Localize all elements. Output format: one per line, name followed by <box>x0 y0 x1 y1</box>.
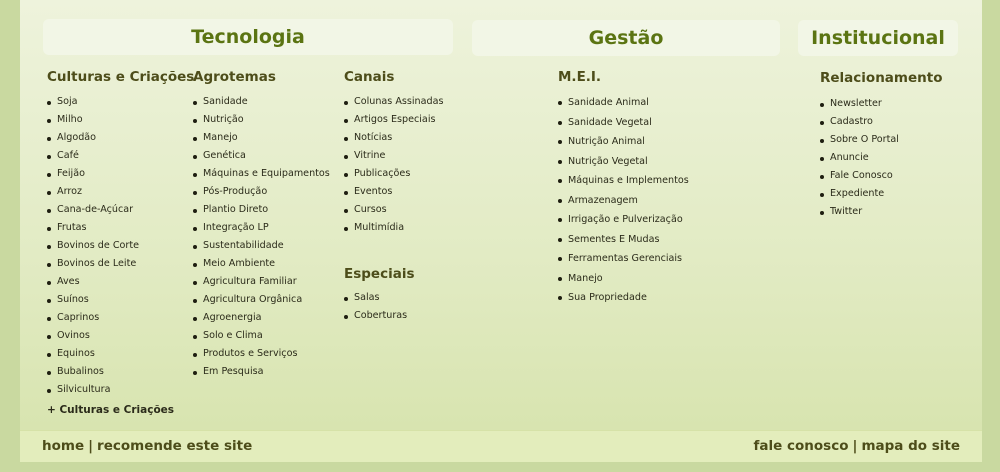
agrotemas-item[interactable]: Pós-Produção <box>193 183 330 201</box>
culturas-item[interactable]: Bovinos de Leite <box>47 255 139 273</box>
agrotemas-item[interactable]: Sustentabilidade <box>193 237 330 255</box>
agrotemas-item[interactable]: Meio Ambiente <box>193 255 330 273</box>
relacionamento-item[interactable]: Fale Conosco <box>820 167 899 185</box>
canais-item[interactable]: Notícias <box>344 129 443 147</box>
agrotemas-item[interactable]: Sanidade <box>193 93 330 111</box>
agrotemas-title: Agrotemas <box>193 69 276 85</box>
bottom-bar <box>0 462 1000 472</box>
relacionamento-item[interactable]: Anuncie <box>820 149 899 167</box>
agrotemas-item[interactable]: Nutrição <box>193 111 330 129</box>
agrotemas-item[interactable]: Em Pesquisa <box>193 363 330 381</box>
culturas-item[interactable]: Feijão <box>47 165 139 183</box>
mei-item[interactable]: Manejo <box>558 269 689 289</box>
header-gestao[interactable] <box>472 20 780 56</box>
culturas-item[interactable]: Suínos <box>47 291 139 309</box>
header-institucional[interactable] <box>798 20 958 56</box>
more-culturas-link[interactable]: + Culturas e Criações <box>47 404 175 416</box>
relacionamento-list <box>820 95 899 221</box>
culturas-item[interactable]: Algodão <box>47 129 139 147</box>
header-tecnologia[interactable] <box>43 19 453 55</box>
relacionamento-item[interactable]: Sobre O Portal <box>820 131 899 149</box>
footer-separator: | <box>88 438 94 454</box>
mapa-site-link[interactable]: mapa do site <box>861 438 960 454</box>
canais-list <box>344 93 443 237</box>
relacionamento-item[interactable]: Cadastro <box>820 113 899 131</box>
culturas-item[interactable]: Milho <box>47 111 139 129</box>
canais-title: Canais <box>344 69 395 85</box>
fale-conosco-link[interactable]: fale conosco <box>753 438 849 454</box>
home-link[interactable]: home <box>42 438 85 454</box>
agrotemas-item[interactable]: Agricultura Familiar <box>193 273 330 291</box>
mei-item[interactable]: Nutrição Vegetal <box>558 152 689 172</box>
mei-title: M.E.I. <box>558 69 602 85</box>
culturas-item[interactable]: Soja <box>47 93 139 111</box>
culturas-item[interactable]: Equinos <box>47 345 139 363</box>
culturas-item[interactable]: Frutas <box>47 219 139 237</box>
site-footer <box>20 430 982 462</box>
culturas-item[interactable]: Silvicultura <box>47 381 139 399</box>
especiais-item[interactable]: Salas <box>344 289 407 307</box>
agrotemas-item[interactable]: Agricultura Orgânica <box>193 291 330 309</box>
culturas-item[interactable]: Aves <box>47 273 139 291</box>
footer-left-links <box>42 438 252 454</box>
culturas-item[interactable]: Ovinos <box>47 327 139 345</box>
canais-item[interactable]: Artigos Especiais <box>344 111 443 129</box>
agrotemas-item[interactable]: Plantio Direto <box>193 201 330 219</box>
mei-item[interactable]: Sua Propriedade <box>558 288 689 308</box>
relacionamento-item[interactable]: Twitter <box>820 203 899 221</box>
agrotemas-item[interactable]: Produtos e Serviços <box>193 345 330 363</box>
culturas-list <box>47 93 139 399</box>
header-tecnologia-label: Tecnologia <box>191 26 305 48</box>
culturas-item[interactable]: Cana-de-Açúcar <box>47 201 139 219</box>
agrotemas-item[interactable]: Solo e Clima <box>193 327 330 345</box>
canais-item[interactable]: Multimídia <box>344 219 443 237</box>
culturas-item[interactable]: Bovinos de Corte <box>47 237 139 255</box>
mei-item[interactable]: Nutrição Animal <box>558 132 689 152</box>
canais-item[interactable]: Publicações <box>344 165 443 183</box>
header-gestao-label: Gestão <box>588 27 664 49</box>
agrotemas-item[interactable]: Genética <box>193 147 330 165</box>
canais-item[interactable]: Vitrine <box>344 147 443 165</box>
canais-item[interactable]: Cursos <box>344 201 443 219</box>
mei-item[interactable]: Irrigação e Pulverização <box>558 210 689 230</box>
mei-item[interactable]: Sanidade Vegetal <box>558 113 689 133</box>
canais-item[interactable]: Colunas Assinadas <box>344 93 443 111</box>
mei-item[interactable]: Ferramentas Gerenciais <box>558 249 689 269</box>
culturas-title: Culturas e Criações <box>47 69 195 85</box>
culturas-item[interactable]: Caprinos <box>47 309 139 327</box>
especiais-title: Especiais <box>344 266 415 282</box>
relacionamento-item[interactable]: Newsletter <box>820 95 899 113</box>
relacionamento-item[interactable]: Expediente <box>820 185 899 203</box>
header-institucional-label: Institucional <box>811 27 945 49</box>
culturas-item[interactable]: Bubalinos <box>47 363 139 381</box>
especiais-item[interactable]: Coberturas <box>344 307 407 325</box>
canais-item[interactable]: Eventos <box>344 183 443 201</box>
agrotemas-item[interactable]: Integração LP <box>193 219 330 237</box>
relacionamento-title: Relacionamento <box>820 70 943 86</box>
mei-item[interactable]: Máquinas e Implementos <box>558 171 689 191</box>
mei-list <box>558 93 689 308</box>
especiais-list <box>344 289 407 325</box>
culturas-item[interactable]: Arroz <box>47 183 139 201</box>
culturas-item[interactable]: Café <box>47 147 139 165</box>
mei-item[interactable]: Sementes E Mudas <box>558 230 689 250</box>
footer-separator: | <box>852 438 858 454</box>
mei-item[interactable]: Armazenagem <box>558 191 689 211</box>
footer-right-links <box>754 438 960 454</box>
agrotemas-list <box>193 93 330 381</box>
agrotemas-item[interactable]: Manejo <box>193 129 330 147</box>
agrotemas-item[interactable]: Máquinas e Equipamentos <box>193 165 330 183</box>
recomende-link[interactable]: recomende este site <box>97 438 253 454</box>
mei-item[interactable]: Sanidade Animal <box>558 93 689 113</box>
agrotemas-item[interactable]: Agroenergia <box>193 309 330 327</box>
